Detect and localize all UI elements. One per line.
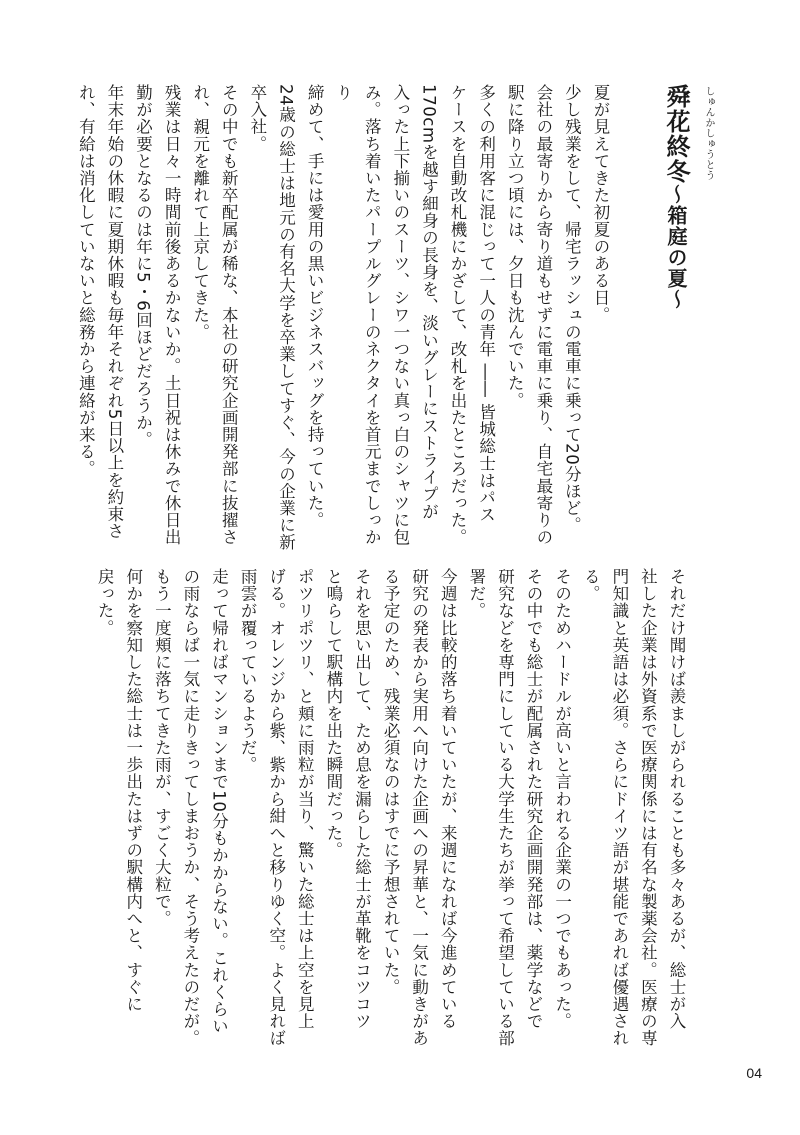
title-block (659, 84, 694, 364)
story-subtitle: 〜箱庭の夏〜 (664, 184, 688, 310)
lower-text-block: それだけ聞けば羨ましがられることも多々あるが、総士が入 社した企業は外資系で医療関係には有名な製薬会社。医療の専 門知識と英語は必須。さらにドイツ語が堪能であれば優遇され る。 そのためハードルが高いと言われる企業の一つでもあった。 その中でも総士が配属された研究企画開発部は、薬学などで 研究などを専門にしている大学生たちが挙って希望している部 署だ。 今週は比較的落ち着いていたが、来週になれば今進めている 研究の発表から実用へ向けた企画への昇華と、一気に動きがあ る予定のため、残業必須なのはすでに予想されていた。 それを思い出して、ため息を漏らした総士が革靴をコツコツ と鳴らして駅構内を出た瞬間だった。 ポツリポツリ、と頬に雨粒が当り、驚いた総士は上空を見上 げる。オレンジから紫、紫から紺へと移りゆく空。よく見れば 雨雲が覆っているようだ。 走って帰ればマンションまで10分もかからない。これくらい の雨ならば一気に走りきってしまおうか、そう考えたのだが。 もう一度頬に落ちてきた雨が、すごく大粒で。 何かを察知した総士は一歩出たはずの駅構内へと、すぐに 戻った。 (95, 568, 686, 1047)
upper-text-block: 夏が見えてきた初夏のある日。 少し残業をして、帰宅ラッシュの電車に乗って20分ほど。 会社の最寄りから寄り道もせずに電車に乗り、自宅最寄りの 駅に降り立つ頃には、夕日も沈んでいた。 多くの利用客に混じって一人の青年 ―― 皆城総士はパス ケースを自動改札機にかざして、改札を出たところだった。 170cmを越す細身の長身を、淡いグレーにストライプが 入った上下揃いのスーツ、シワ一つない真っ白のシャツに包 み。落ち着いたパープルグレーのネクタイを首元までしっかり 締めて、手には愛用の黒いビジネスバッグを持っていた。 24歳の総士は地元の有名大学を卒業してすぐ、今の企業に新 卒入社。 その中でも新卒配属が稀な、本社の研究企画開発部に抜擢さ れ、親元を離れて上京してきた。 残業は日々一時間前後あるかないか。土日祝は休みで休日出 勤が必要となるのは年に5・6回ほどだろうか。 年末年始の休暇に夏期休暇も毎年それぞれ5日以上を約束さ れ、有給は消化していないと総務から連絡が来る。 (76, 84, 610, 551)
story-title: 舜花終冬 (662, 84, 690, 184)
title-ruby: しゅんかしゅうとう (703, 86, 714, 181)
page-number: 04 (746, 1065, 762, 1081)
